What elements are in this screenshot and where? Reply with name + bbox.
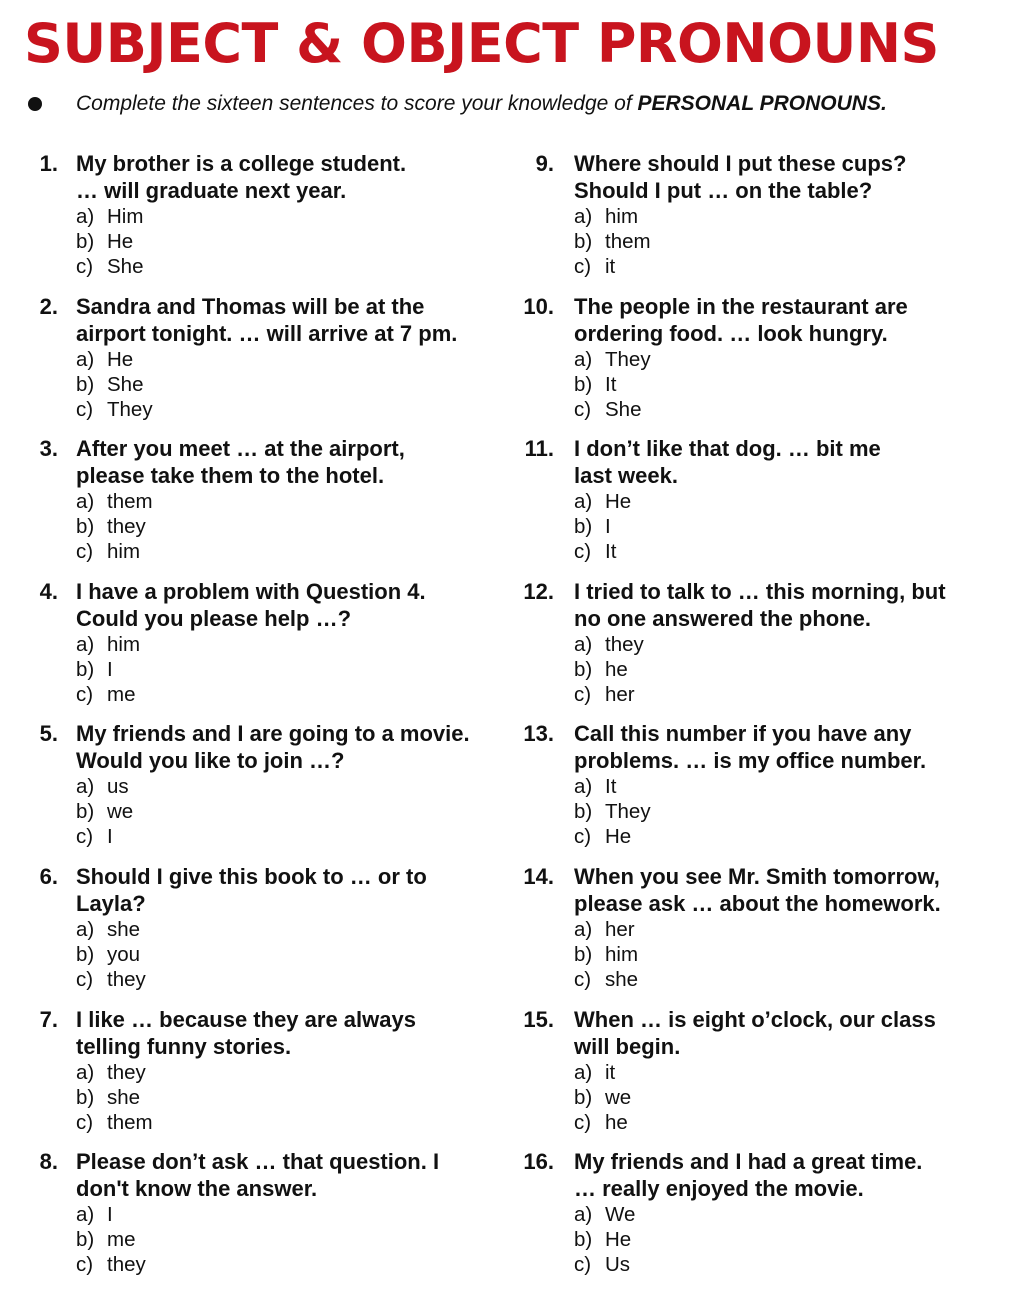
option-text: He [605, 1228, 632, 1252]
answer-option[interactable] [574, 1060, 631, 1085]
answer-option[interactable] [574, 372, 651, 397]
option-letter: c) [76, 967, 94, 991]
option-letter: a) [574, 490, 593, 514]
answer-option[interactable] [76, 1202, 146, 1227]
answer-options [574, 774, 651, 849]
question-item [518, 863, 1008, 1006]
option-letter: c) [574, 825, 592, 849]
question-number: 13. [523, 721, 554, 747]
question-line: Should I give this book to … or to [76, 863, 427, 889]
answer-options [76, 1060, 153, 1135]
question-line: Where should I put these cups? [574, 151, 907, 176]
answer-options [76, 774, 133, 849]
question-text [574, 720, 926, 774]
option-text: She [107, 372, 144, 396]
option-text: It [605, 540, 617, 564]
option-text: him [605, 205, 639, 228]
page-title: SUBJECT & OBJECT PRONOUNS [24, 12, 939, 75]
option-letter: c) [574, 1253, 592, 1277]
answer-option[interactable] [574, 1252, 635, 1277]
answer-option[interactable] [76, 539, 153, 564]
answer-options [574, 632, 644, 707]
option-text: We [605, 1203, 636, 1227]
intro-instructions [76, 90, 887, 118]
option-text: them [605, 230, 651, 253]
answer-option[interactable] [76, 1252, 146, 1277]
question-text [574, 150, 906, 204]
option-letter: a) [574, 917, 593, 941]
answer-option[interactable] [574, 204, 651, 229]
option-text: Us [605, 1253, 631, 1277]
option-text: it [605, 255, 616, 278]
option-letter: a) [574, 347, 593, 371]
question-line: Layla? [76, 890, 146, 916]
option-text: she [107, 1085, 141, 1109]
question-line: airport tonight. … will arrive at 7 pm. [76, 320, 458, 346]
answer-options [574, 1202, 635, 1277]
question-number: 12. [523, 578, 554, 604]
question-line: My friends and I are going to a movie. [76, 721, 470, 747]
option-letter: b) [574, 515, 593, 539]
left-question-column [36, 150, 516, 1291]
option-letter: a) [574, 1060, 593, 1084]
option-text: him [605, 942, 639, 966]
question-line: … will graduate next year. [76, 178, 347, 203]
option-letter: a) [76, 1060, 95, 1084]
question-line: last week. [574, 463, 678, 489]
option-text: him [107, 540, 141, 564]
question-item [36, 720, 516, 863]
question-item [36, 863, 516, 1006]
question-line: I have a problem with Question 4. [76, 578, 426, 604]
option-text: they [107, 515, 146, 539]
option-letter: a) [574, 1203, 593, 1227]
question-number: 7. [39, 1006, 58, 1032]
answer-options [574, 489, 631, 564]
option-text: he [605, 657, 628, 681]
answer-option[interactable] [574, 774, 651, 799]
answer-options [574, 204, 651, 279]
question-text [76, 720, 470, 774]
question-text [574, 293, 908, 347]
option-letter: c) [574, 682, 592, 706]
option-text: they [107, 1060, 146, 1084]
option-text: they [605, 632, 644, 656]
answer-options [76, 917, 146, 992]
question-line: When … is eight o’clock, our class [574, 1006, 936, 1032]
option-letter: b) [574, 1228, 593, 1252]
answer-option[interactable] [76, 1227, 146, 1252]
question-item [518, 293, 1008, 436]
question-number: 11. [524, 436, 554, 462]
answer-option[interactable] [574, 942, 638, 967]
question-text [76, 150, 406, 204]
answer-option[interactable] [574, 229, 651, 254]
bullet-icon [28, 97, 42, 111]
option-text: her [605, 917, 635, 941]
option-letter: c) [76, 397, 94, 421]
answer-option[interactable] [574, 682, 644, 707]
answer-option[interactable] [76, 799, 133, 824]
question-number: 16. [523, 1149, 554, 1175]
answer-options [574, 1060, 631, 1135]
question-line: Call this number if you have any [574, 721, 912, 747]
question-text [76, 435, 405, 489]
option-text: we [107, 800, 134, 824]
option-letter: a) [76, 490, 95, 514]
question-item [36, 578, 516, 721]
option-letter: a) [76, 632, 95, 656]
answer-option[interactable] [574, 917, 638, 942]
question-text [76, 1148, 439, 1202]
option-letter: a) [76, 917, 95, 941]
answer-option[interactable] [574, 1202, 635, 1227]
option-text: me [107, 1228, 136, 1252]
option-letter: c) [574, 397, 592, 421]
question-line: Please don’t ask … that question. I [76, 1149, 440, 1175]
option-text: Him [107, 205, 144, 228]
question-line: I like … because they are always [76, 1006, 416, 1032]
right-question-column [518, 150, 1008, 1291]
answer-option[interactable] [76, 514, 153, 539]
question-line: My brother is a college student. [76, 151, 407, 176]
intro-row [28, 90, 1008, 120]
option-text: They [605, 800, 651, 824]
answer-option[interactable] [76, 657, 140, 682]
answer-option[interactable] [76, 397, 153, 422]
answer-option[interactable] [574, 489, 631, 514]
answer-option[interactable] [76, 204, 143, 229]
question-item [36, 1006, 516, 1149]
option-text: It [605, 372, 617, 396]
option-letter: c) [76, 1253, 94, 1277]
answer-option[interactable] [574, 397, 651, 422]
answer-option[interactable] [76, 682, 140, 707]
option-text: He [107, 230, 134, 253]
question-number: 1. [39, 151, 58, 176]
answer-option[interactable] [574, 347, 651, 372]
option-letter: b) [574, 800, 593, 824]
answer-option[interactable] [76, 824, 133, 849]
answer-option[interactable] [76, 347, 153, 372]
option-letter: b) [574, 372, 593, 396]
answer-option[interactable] [76, 254, 143, 279]
option-text: She [605, 397, 642, 421]
option-text: He [605, 825, 632, 849]
option-text: She [107, 255, 144, 278]
option-text: us [107, 775, 129, 799]
question-line: My friends and I had a great time. [574, 1149, 923, 1175]
answer-options [76, 204, 143, 279]
option-letter: a) [76, 347, 95, 371]
question-line: telling funny stories. [76, 1033, 292, 1059]
question-line: don't know the answer. [76, 1176, 318, 1202]
question-line: I don’t like that dog. … bit me [574, 436, 881, 462]
option-text: I [107, 1203, 113, 1227]
question-number: 5. [39, 721, 58, 747]
question-item [36, 150, 516, 293]
question-number: 14. [523, 863, 554, 889]
option-letter: c) [76, 825, 94, 849]
question-number: 4. [39, 578, 58, 604]
option-letter: b) [76, 372, 95, 396]
question-line: When you see Mr. Smith tomorrow, [574, 863, 940, 889]
question-line: will begin. [574, 1033, 681, 1059]
option-letter: b) [574, 230, 593, 253]
question-text [574, 578, 946, 632]
option-letter: b) [76, 657, 95, 681]
question-item [518, 150, 1008, 293]
question-line: Would you like to join …? [76, 748, 345, 774]
answer-options [76, 1202, 146, 1277]
question-line: … really enjoyed the movie. [574, 1176, 864, 1202]
option-text: her [605, 682, 635, 706]
option-text: They [605, 347, 651, 371]
question-text [76, 1006, 416, 1060]
question-line: no one answered the phone. [574, 605, 872, 631]
answer-option[interactable] [574, 657, 644, 682]
option-text: she [107, 917, 141, 941]
option-letter: b) [76, 230, 95, 253]
question-item [36, 435, 516, 578]
option-letter: b) [76, 1085, 95, 1109]
question-line: please take them to the hotel. [76, 463, 385, 489]
answer-option[interactable] [574, 967, 638, 992]
option-text: he [605, 1110, 628, 1134]
answer-option[interactable] [574, 824, 651, 849]
option-text: she [605, 967, 639, 991]
question-number: 6. [39, 863, 58, 889]
question-item [518, 578, 1008, 721]
question-text [574, 1148, 922, 1202]
question-number: 15. [523, 1006, 554, 1032]
answer-options [574, 917, 638, 992]
question-text [574, 863, 941, 917]
question-item [518, 720, 1008, 863]
answer-option[interactable] [76, 1085, 153, 1110]
answer-option[interactable] [574, 1085, 631, 1110]
option-text: they [107, 1253, 146, 1277]
option-text: you [107, 942, 141, 966]
question-text [76, 293, 457, 347]
answer-option[interactable] [574, 1227, 635, 1252]
question-item [518, 1006, 1008, 1149]
option-letter: c) [574, 255, 592, 278]
option-letter: c) [574, 1110, 592, 1134]
answer-option[interactable] [574, 799, 651, 824]
option-text: we [605, 1085, 632, 1109]
option-text: I [107, 825, 113, 849]
answer-option[interactable] [76, 1060, 153, 1085]
option-letter: c) [76, 1110, 94, 1134]
question-text [574, 435, 881, 489]
question-line: After you meet … at the airport, [76, 436, 405, 462]
option-letter: c) [76, 540, 94, 564]
option-text: me [107, 682, 136, 706]
question-item [518, 435, 1008, 578]
answer-option[interactable] [76, 632, 140, 657]
option-letter: c) [574, 967, 592, 991]
option-text: They [107, 397, 153, 421]
answer-option[interactable] [76, 1110, 153, 1135]
option-letter: b) [574, 1085, 593, 1109]
answer-option[interactable] [574, 514, 631, 539]
intro-text: Complete the sixteen sentences to score your knowledge of [76, 92, 638, 115]
option-letter: a) [574, 775, 593, 799]
option-text: him [107, 632, 141, 656]
option-letter: a) [76, 775, 95, 799]
question-line: The people in the restaurant are [574, 293, 908, 319]
option-text: It [605, 775, 617, 799]
question-line: I tried to talk to … this morning, but [574, 578, 946, 604]
option-letter: b) [574, 942, 593, 966]
option-text: it [605, 1060, 616, 1084]
option-text: them [107, 490, 153, 514]
option-letter: a) [76, 205, 95, 228]
answer-option[interactable] [574, 254, 651, 279]
answer-option[interactable] [76, 489, 153, 514]
question-line: problems. … is my office number. [574, 748, 927, 774]
option-letter: b) [76, 942, 95, 966]
answer-option[interactable] [76, 229, 143, 254]
question-text [76, 578, 426, 632]
option-text: them [107, 1110, 153, 1134]
question-item [36, 1148, 516, 1291]
intro-end: . [880, 92, 887, 115]
option-text: He [605, 490, 632, 514]
option-letter: c) [574, 540, 592, 564]
option-text: I [107, 657, 113, 681]
question-line: ordering food. … look hungry. [574, 320, 888, 346]
answer-option[interactable] [574, 1110, 631, 1135]
question-line: Sandra and Thomas will be at the [76, 293, 425, 319]
option-text: I [605, 515, 611, 539]
answer-options [574, 347, 651, 422]
answer-options [76, 632, 140, 707]
question-item [518, 1148, 1008, 1291]
question-number: 3. [39, 436, 58, 462]
answer-option[interactable] [574, 539, 631, 564]
option-text: they [107, 967, 146, 991]
answer-options [76, 347, 153, 422]
question-line: please ask … about the homework. [574, 890, 941, 916]
answer-option[interactable] [76, 917, 146, 942]
question-number: 10. [523, 293, 554, 319]
option-letter: b) [574, 657, 593, 681]
option-letter: b) [76, 515, 95, 539]
option-letter: b) [76, 800, 95, 824]
option-letter: a) [574, 205, 593, 228]
question-number: 8. [39, 1149, 58, 1175]
question-item [36, 293, 516, 436]
intro-emphasis: PERSONAL PRONOUNS [637, 92, 881, 115]
option-letter: c) [76, 255, 94, 278]
option-letter: a) [574, 632, 593, 656]
option-text: He [107, 347, 134, 371]
question-text [574, 1006, 936, 1060]
option-letter: a) [76, 1203, 95, 1227]
option-letter: b) [76, 1228, 95, 1252]
question-number: 2. [39, 293, 58, 319]
answer-option[interactable] [76, 967, 146, 992]
answer-option[interactable] [76, 372, 153, 397]
question-text [76, 863, 427, 917]
answer-option[interactable] [76, 942, 146, 967]
question-line: Could you please help …? [76, 605, 352, 631]
option-letter: c) [76, 682, 94, 706]
question-line: Should I put … on the table? [574, 178, 873, 203]
answer-options [76, 489, 153, 564]
question-number: 9. [535, 151, 554, 176]
answer-option[interactable] [574, 632, 644, 657]
answer-option[interactable] [76, 774, 133, 799]
